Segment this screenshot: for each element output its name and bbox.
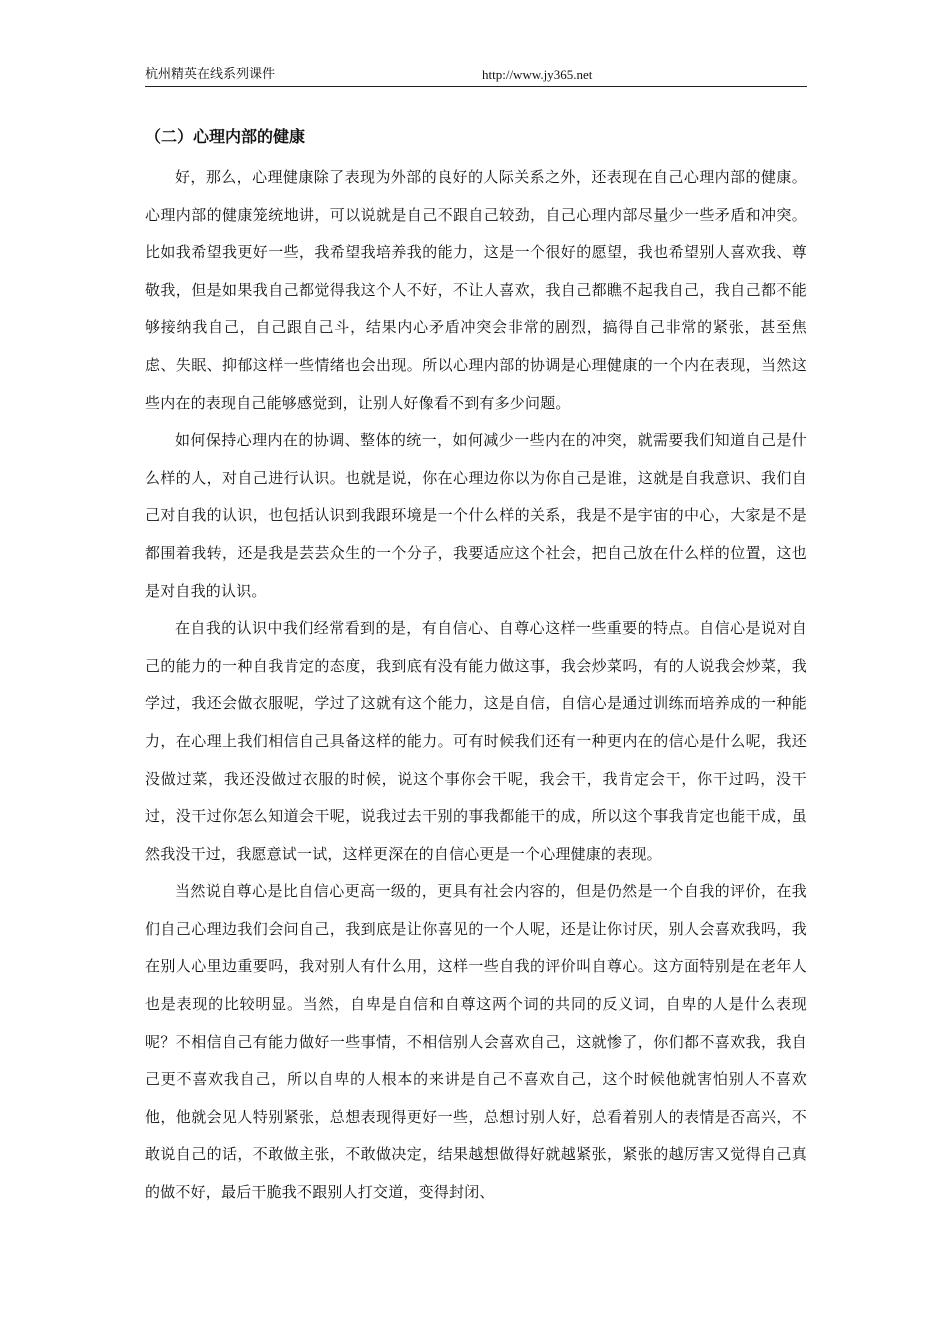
paragraph-3: 在自我的认识中我们经常看到的是，有自信心、自尊心这样一些重要的特点。自信心是说对自己的能力的一种自我肯定的态度，我到底有没有能力做这事，我会炒菜吗，有的人说我会炒菜，我学过，我还会做衣服呢，学过了这就有这个能力，这是自信，自信心是通过训练而培养成的一种能力，在心理上我们相信自己具备这样的能力。可有时候我们还有一种更内在的信心是什么呢，我还没做过菜，我还没做过衣服的时候，说这个事你会干呢，我会干，我肯定会干，你干过吗，没干过，没干过你怎么知道会干呢，说我过去干别的事我都能干的成，所以这个事我肯定也能干成，虽然我没干过，我愿意试一试，这样更深在的自信心更是一个心理健康的表现。 bbox=[145, 619, 807, 863]
section-title: （二）心理内部的健康 bbox=[145, 127, 306, 146]
paragraph-4: 当然说自尊心是比自信心更高一级的，更具有社会内容的，但是仍然是一个自我的评价，在我们自己心理边我们会问自己，我到底是让你喜见的一个人呢，还是让你讨厌，别人会喜欢我吗，我在别人心里边重要吗，我对别人有什么用，这样一些自我的评价叫自尊心。这方面特别是在老年人也是表现的比较明显。当然，自卑是自信和自尊这两个词的共同的反义词，自卑的人是什么表现呢？不相信自己有能力做好一些事情，不相信别人会喜欢自己，这就惨了，你们都不喜欢我，我自己更不喜欢我自己，所以自卑的人根本的来讲是自己不喜欢自己，这个时候他就害怕别人不喜欢他，他就会见人特别紧张，总想表现得更好一些，总想讨别人好，总看着别人的表情是否高兴，不敢说自己的话，不敢做主张，不敢做决定，结果越想做得好就越紧张，紧张的越厉害又觉得自己真的做不好，最后干脆我不跟别人打交道，变得封闭、 bbox=[145, 882, 807, 1202]
document-body bbox=[145, 125, 807, 1212]
header-course-title: 杭州精英在线系列课件 bbox=[145, 67, 276, 82]
paragraph-1: 好，那么，心理健康除了表现为外部的良好的人际关系之外，还表现在自己心理内部的健康。心理内部的健康笼统地讲，可以说就是自己不跟自己较劲，自己心理内部尽量少一些矛盾和冲突。比如我希望我更好一些，我希望我培养我的能力，这是一个很好的愿望，我也希望别人喜欢我、尊敬我，但是如果我自己都觉得我这个人不好，不让人喜欢，我自己都瞧不起我自己，我自己都不能够接纳我自己，自己跟自己斗，结果内心矛盾冲突会非常的剧烈，搞得自己非常的紧张，甚至焦虑、失眠、抑郁这样一些情绪也会出现。所以心理内部的协调是心理健康的一个内在表现，当然这些内在的表现自己能够感觉到，让别人好像看不到有多少问题。 bbox=[145, 168, 807, 412]
page-header bbox=[145, 64, 807, 87]
paragraph-2: 如何保持心理内在的协调、整体的统一，如何减少一些内在的冲突，就需要我们知道自己是什么样的人，对自己进行认识。也就是说，你在心理边你以为你自己是谁，这就是自我意识、我们自己对自我的认识，也包括认识到我跟环境是一个什么样的关系，我是不是宇宙的中心，大家是不是都围着我转，还是我是芸芸众生的一个分子，我要适应这个社会，把自己放在什么样的位置，这也是对自我的认识。 bbox=[145, 431, 807, 600]
header-url: http://www.jy365.net bbox=[482, 67, 593, 82]
